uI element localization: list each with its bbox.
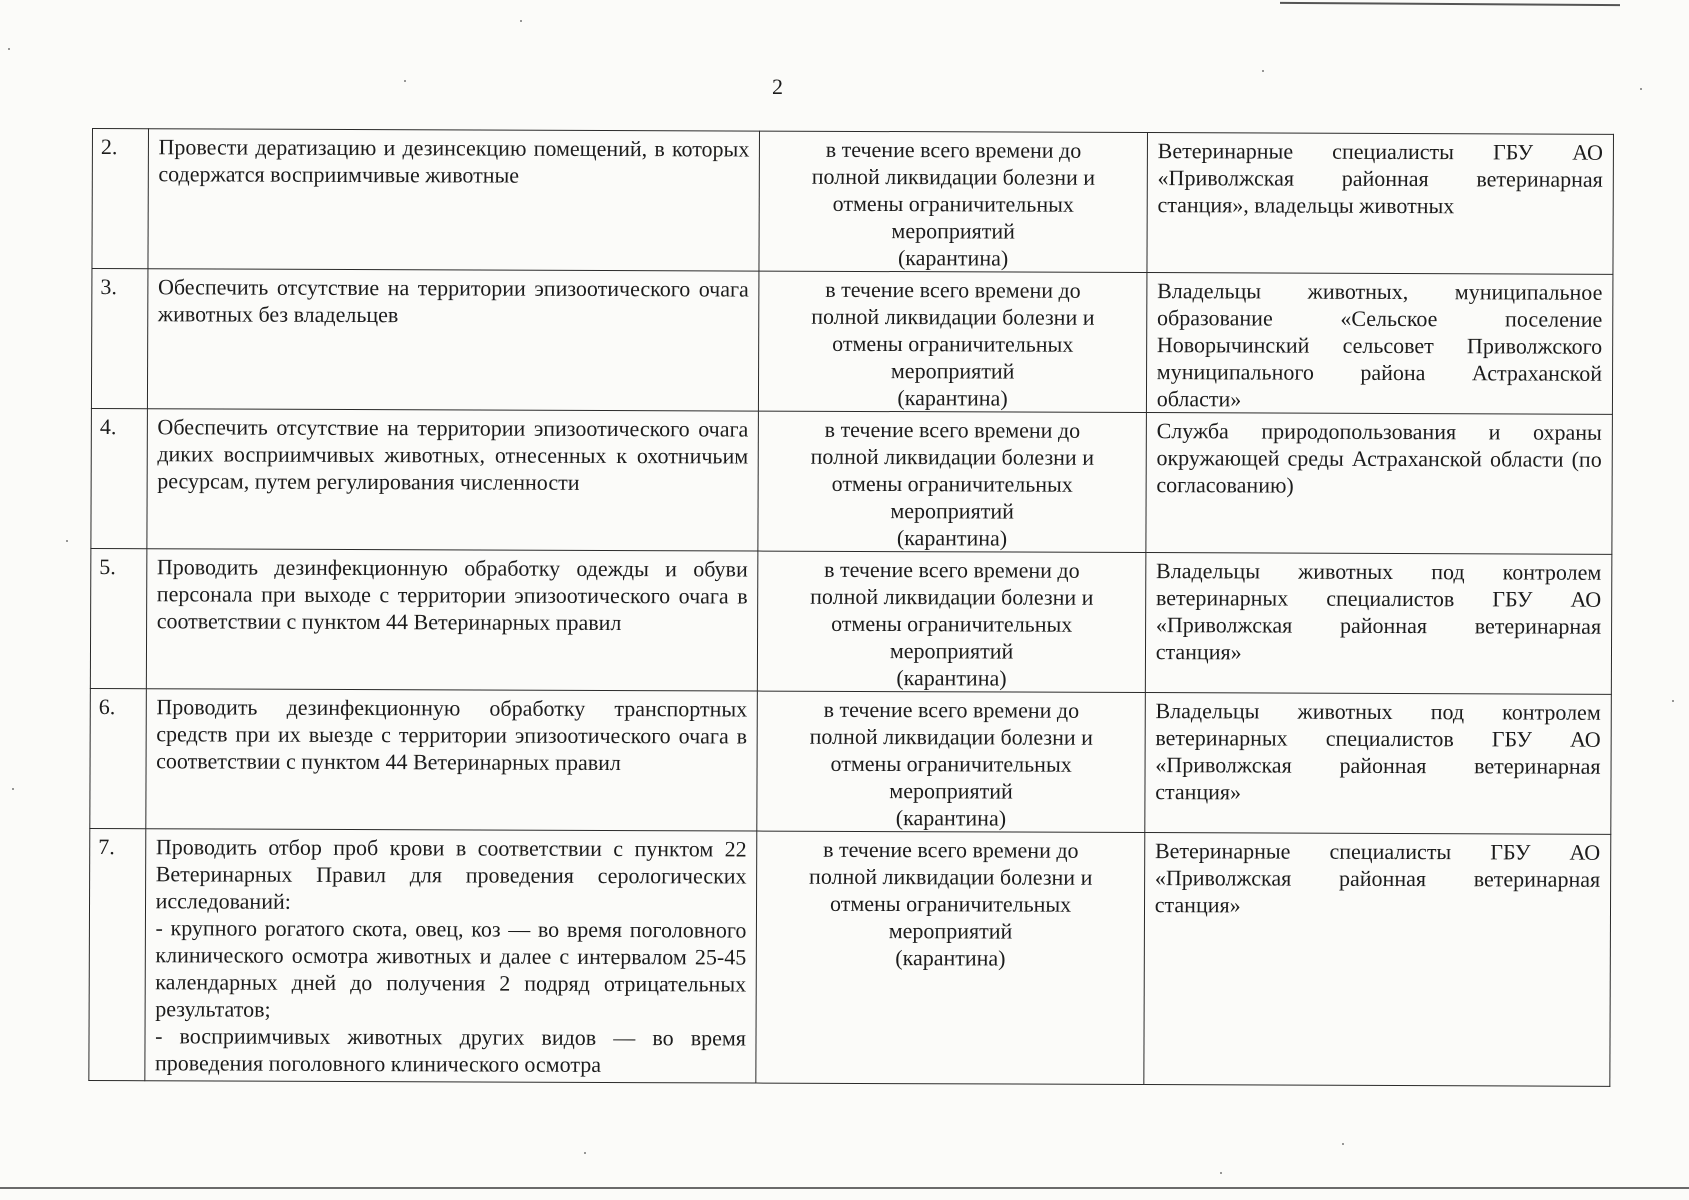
term-line: мероприятий (891, 218, 1016, 244)
scan-edge-line-bottom (0, 1187, 1689, 1189)
term-line: полной ликвидации болезни и (809, 863, 1093, 890)
term-cell (758, 551, 1146, 692)
scan-speck (520, 20, 522, 22)
scan-speck (404, 80, 406, 82)
term-cell (756, 831, 1144, 1084)
row-number: 7. (89, 828, 146, 1080)
term-line: отмены ограничительных (832, 330, 1074, 357)
term-line: (карантина) (895, 945, 1006, 971)
term-line: в течение всего времени до (823, 696, 1080, 723)
action-cell (144, 829, 757, 1083)
row-number: 4. (91, 408, 147, 548)
term-cell (759, 271, 1147, 412)
table-row (90, 688, 1612, 834)
action-cell: Провести дератизацию и дезинсекцию помещений, в которых содержатся восприимчивые животные (148, 129, 760, 271)
responsible-cell: Ветеринарные специалисты ГБУ АО «Приволжская районная ветеринарная станция» (1144, 833, 1611, 1087)
term-cell (758, 411, 1146, 552)
responsible-cell: Ветеринарные специалисты ГБУ АО «Приволжская районная ветеринарная станция», владельцы животных (1147, 133, 1614, 275)
responsible-cell: Владельцы животных, муниципальное образование «Сельское поселение Новорычинский сельсовет Приволжского муниципального района Астраханской области» (1146, 273, 1613, 415)
action-cell: Проводить дезинфекционную обработку транспортных средств при их выезде с территории эпизоотического очага в соответствии с пунктом 44 Ветеринарных правил (145, 689, 757, 831)
term-line: (карантина) (897, 245, 1009, 271)
scan-speck (1672, 700, 1674, 702)
action-paragraph: - крупного рогатого скота, овец, коз — во время поголовного клинического осмотра животных и далее с интервалом 25-45 календарных дней до получения 2 подряд отрицательных результатов; (155, 915, 747, 1022)
row-number: 6. (90, 688, 146, 828)
scan-speck (1640, 88, 1642, 90)
scan-speck (8, 48, 10, 50)
term-line: в течение всего времени до (824, 416, 1081, 443)
scan-speck (1262, 70, 1264, 72)
term-line: полной ликвидации болезни и (810, 583, 1094, 610)
table-row (92, 129, 1614, 275)
term-line: отмены ограничительных (831, 470, 1073, 497)
term-cell (757, 691, 1145, 832)
term-cell (759, 131, 1147, 272)
term-line: в течение всего времени до (824, 556, 1080, 583)
term-line: (карантина) (895, 805, 1007, 831)
term-line: в течение всего времени до (825, 136, 1082, 163)
responsible-cell: Владельцы животных под контролем ветеринарных специалистов ГБУ АО «Приволжская районная ветеринарная станция» (1145, 693, 1612, 835)
term-line: полной ликвидации болезни и (811, 163, 1096, 190)
term-line: мероприятий (889, 638, 1014, 664)
term-line: в течение всего времени до (825, 276, 1081, 303)
term-line: отмены ограничительных (831, 610, 1073, 637)
row-number: 5. (90, 548, 146, 688)
scan-speck (66, 540, 68, 542)
term-line: полной ликвидации болезни и (811, 303, 1095, 330)
scan-edge-line-top (1280, 2, 1620, 6)
scan-speck (12, 788, 14, 790)
term-line: в течение всего времени до (823, 836, 1079, 863)
action-paragraph: - восприимчивых животных других видов — во время проведения поголовного клинического осмотра (154, 1023, 746, 1077)
term-line: (карантина) (897, 385, 1008, 411)
responsible-cell: Служба природопользования и охраны окружающей среды Астраханской области (по согласованию) (1146, 413, 1613, 555)
row-number: 2. (92, 129, 148, 269)
term-line: отмены ограничительных (829, 890, 1072, 917)
table-row (91, 408, 1613, 554)
scan-speck (1342, 1143, 1344, 1145)
row-number: 3. (91, 269, 147, 409)
scan-speck (584, 1152, 586, 1154)
term-line: полной ликвидации болезни и (810, 443, 1095, 470)
table-row (89, 828, 1611, 1086)
action-cell: Обеспечить отсутствие на территории эпизоотического очага животных без владельцев (147, 269, 759, 411)
term-line: мероприятий (890, 498, 1014, 524)
term-line: (карантина) (896, 525, 1008, 551)
table-row (91, 269, 1613, 415)
action-cell: Обеспечить отсутствие на территории эпизоотического очага диких восприимчивых животных, отнесенных к охотничьим ресурсам, путем регулирования численности (146, 409, 758, 551)
action-cell: Проводить дезинфекционную обработку одежды и обуви персонала при выходе с территории эпизоотического очага в соответствии с пунктом 44 Ветеринарных правил (146, 549, 758, 691)
measures-table (88, 128, 1614, 1087)
term-line: отмены ограничительных (832, 190, 1074, 217)
table-row (90, 548, 1612, 694)
term-line: мероприятий (890, 358, 1015, 384)
responsible-cell: Владельцы животных под контролем ветеринарных специалистов ГБУ АО «Приволжская районная ветеринарная станция» (1145, 553, 1612, 695)
page-number: 2 (772, 74, 783, 99)
scan-speck (1220, 1172, 1222, 1174)
term-line: полной ликвидации болезни и (809, 723, 1093, 750)
term-line: мероприятий (889, 778, 1013, 804)
term-line: отмены ограничительных (830, 750, 1072, 777)
action-paragraph: Проводить отбор проб крови в соответствии с пунктом 22 Ветеринарных Правил для проведения серологических исследований: (155, 834, 747, 914)
term-line: (карантина) (896, 665, 1007, 691)
term-line: мероприятий (888, 918, 1013, 944)
